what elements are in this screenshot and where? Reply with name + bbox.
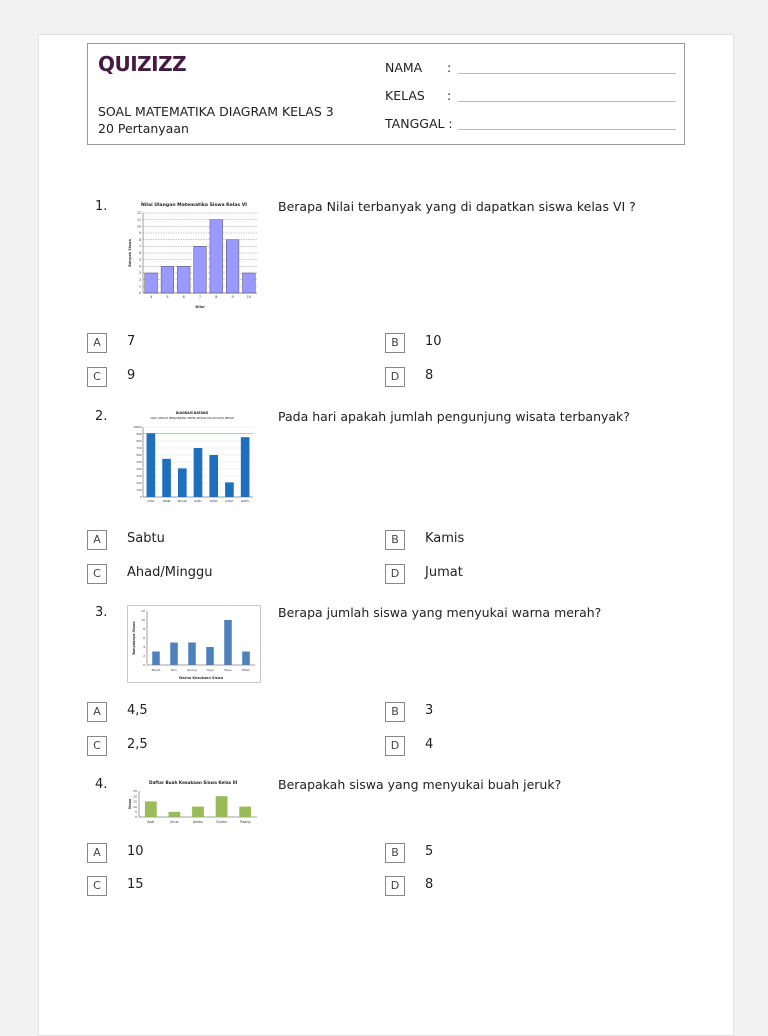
x-tick-label: 6 (182, 295, 185, 299)
y-tick-label: 600 (136, 454, 142, 457)
option-text: Jumat (425, 565, 463, 580)
y-tick-label: 400 (136, 468, 142, 471)
x-tick-label: 4 (150, 295, 153, 299)
chart-subtitle: DATA JUMLAH PENGUNJUNG OBYEK WISATA DALAM SATU PEKAN (150, 417, 234, 420)
y-tick-label: 4 (138, 264, 141, 269)
x-tick-label: 7 (198, 295, 202, 299)
option-letter: D (385, 564, 405, 584)
option-text: 2,5 (127, 737, 148, 752)
field-separator: : (447, 88, 452, 103)
question-text: Pada hari apakah jumlah pengunjung wisata terbanyak? (278, 409, 630, 424)
x-tick-label: Jeruk (170, 820, 179, 824)
y-tick-label: 0 (135, 815, 137, 820)
bar-senin (162, 459, 171, 497)
x-tick-label: Apel (147, 820, 155, 824)
option-text: 4 (425, 737, 434, 752)
bar-hijau (224, 620, 232, 665)
option-text: 4,5 (127, 703, 148, 718)
bar-jambu (192, 807, 204, 817)
y-tick-label: 200 (136, 482, 142, 485)
bar-7 (194, 246, 207, 293)
y-tick-label: 8 (138, 237, 141, 242)
y-tick-label: 5 (138, 257, 141, 262)
x-tick-label: Jambu (192, 820, 204, 824)
option-letter: D (385, 876, 405, 896)
chart-warna-kesukaan (127, 605, 261, 683)
x-tick-label: Hitam (241, 668, 251, 672)
y-tick-label: 0 (139, 496, 142, 499)
question-number: 3. (95, 605, 108, 620)
y-tick-label: 10000 (133, 426, 142, 429)
x-tick-label: Kuning (187, 668, 197, 672)
bar-ungu (206, 647, 214, 665)
option-letter: A (87, 333, 107, 353)
field-line (458, 101, 676, 102)
bar-sabtu (241, 437, 250, 497)
field-line (458, 73, 676, 74)
y-tick-label: 10 (136, 224, 141, 229)
option-text: 5 (425, 844, 434, 859)
option-text: 9 (127, 368, 136, 383)
bar-6 (177, 266, 190, 293)
bar-jeruk (169, 812, 181, 817)
y-tick-label: 11 (136, 217, 141, 222)
x-axis-label: Warna Kesukaan Siswa (178, 676, 224, 680)
field-label: TANGGAL : (385, 116, 453, 131)
bar-jumat (225, 482, 234, 497)
option-letter: A (87, 530, 107, 550)
chart-buah-kesukaan (127, 777, 261, 827)
question-text: Berapakah siswa yang menyukai buah jeruk? (278, 777, 562, 792)
x-tick-label: Hijau (224, 668, 232, 672)
bar-9 (226, 240, 239, 293)
y-tick-label: 700 (136, 447, 142, 450)
option-letter: C (87, 736, 107, 756)
y-tick-label: 12 (136, 211, 141, 216)
bar-kuning (188, 643, 196, 666)
question-number: 2. (95, 409, 108, 424)
y-tick-label: 6 (143, 636, 145, 641)
bar-pisang (239, 807, 251, 817)
y-tick-label: 8 (143, 627, 145, 632)
chart-title: Nilai Ulangan Matematika Siswa Kelas VI (140, 203, 248, 208)
field-separator: : (447, 60, 452, 75)
option-text: 3 (425, 703, 434, 718)
y-tick-label: 10 (133, 804, 137, 809)
option-text: 7 (127, 334, 136, 349)
field-line (458, 129, 676, 130)
y-tick-label: 12 (141, 609, 145, 614)
x-axis-label: Nilai (195, 305, 205, 309)
option-letter: B (385, 843, 405, 863)
y-axis-label: Banyak Siswa (128, 239, 132, 267)
question-count: 20 Pertanyaan (98, 121, 189, 136)
y-tick-label: 100 (136, 489, 142, 492)
option-letter: B (385, 702, 405, 722)
bar-4 (145, 273, 158, 293)
question-number: 1. (95, 199, 108, 214)
y-axis-label: Banyaknya Siswa (132, 621, 136, 655)
option-letter: D (385, 736, 405, 756)
field-kelas (385, 88, 451, 103)
y-tick-label: 6 (138, 251, 141, 256)
option-text: Kamis (425, 531, 465, 546)
y-tick-label: 500 (136, 461, 142, 464)
bar-hitam (242, 652, 250, 666)
option-text: 10 (127, 844, 144, 859)
chart-title: DIAGRAM BATANG (175, 411, 209, 415)
chart-title: Daftar Buah Kesukaan Siswa Kelas III (149, 780, 238, 785)
bar-biru (170, 643, 178, 666)
y-tick-label: 20 (133, 794, 137, 799)
x-tick-label: JUMAT (225, 500, 234, 503)
question-text: Berapa jumlah siswa yang menyukai warna merah? (278, 605, 602, 620)
x-tick-label: Durian (216, 820, 227, 824)
bar-merah (152, 652, 160, 666)
x-tick-label: 9 (231, 295, 234, 299)
x-tick-label: SELASA (177, 500, 188, 503)
y-tick-label: 900 (136, 433, 142, 436)
worksheet-page (38, 34, 734, 1036)
question-number: 4. (95, 777, 108, 792)
y-tick-label: 15 (133, 799, 137, 804)
bar-10 (243, 273, 256, 293)
x-tick-label: RABU (194, 500, 202, 503)
option-letter: C (87, 564, 107, 584)
bar-rabu (194, 448, 203, 497)
y-tick-label: 0 (143, 663, 145, 668)
y-tick-label: 10 (141, 618, 145, 623)
bar-durian (216, 796, 228, 817)
x-tick-label: KAMIS (209, 500, 218, 503)
worksheet-header (87, 43, 685, 145)
y-tick-label: 2 (138, 277, 141, 282)
y-tick-label: 300 (136, 475, 142, 478)
option-letter: C (87, 876, 107, 896)
x-tick-label: AHAD (147, 500, 155, 503)
field-tanggal (385, 116, 453, 131)
question-text: Berapa Nilai terbanyak yang di dapatkan siswa kelas VI ? (278, 199, 636, 214)
option-letter: A (87, 843, 107, 863)
chart-nilai-ulangan (127, 199, 261, 311)
option-text: 15 (127, 877, 144, 892)
x-tick-label: SABTU (240, 500, 250, 503)
field-label: NAMA (385, 60, 423, 75)
field-label: KELAS (385, 88, 425, 103)
option-letter: D (385, 367, 405, 387)
y-axis-label: Siswa (128, 798, 132, 810)
y-tick-label: 0 (138, 291, 141, 296)
chart-pengunjung-wisata (127, 409, 257, 507)
field-nama (385, 60, 451, 75)
y-tick-label: 4 (143, 645, 145, 650)
x-tick-label: SENIN (162, 500, 171, 503)
option-text: 8 (425, 877, 434, 892)
x-tick-label: 5 (166, 295, 169, 299)
option-letter: C (87, 367, 107, 387)
y-tick-label: 5 (135, 810, 137, 814)
bar-8 (210, 220, 223, 293)
x-tick-label: 8 (215, 295, 218, 299)
bar-selasa (178, 468, 187, 497)
y-tick-label: 1 (138, 284, 141, 289)
option-letter: A (87, 702, 107, 722)
y-tick-label: 800 (136, 440, 142, 443)
bar-ahad (147, 433, 156, 497)
x-tick-label: Ungu (206, 668, 214, 672)
bar-5 (161, 266, 174, 293)
bar-kamis (209, 455, 218, 497)
x-tick-label: 10 (246, 295, 252, 299)
x-tick-label: Biru (171, 668, 177, 672)
option-text: 8 (425, 368, 434, 383)
y-tick-label: 25 (133, 789, 137, 794)
y-tick-label: 3 (138, 271, 141, 276)
y-tick-label: 7 (138, 244, 141, 249)
quizizz-logo: QUIZIZZ (98, 52, 187, 76)
x-tick-label: Merah (151, 668, 161, 672)
x-tick-label: Pisang (239, 820, 251, 824)
option-letter: B (385, 333, 405, 353)
option-text: 10 (425, 334, 442, 349)
y-tick-label: 2 (143, 654, 145, 659)
option-text: Ahad/Minggu (127, 565, 213, 580)
bar-apel (145, 801, 157, 817)
option-letter: B (385, 530, 405, 550)
worksheet-title: SOAL MATEMATIKA DIAGRAM KELAS 3 (98, 104, 334, 119)
y-tick-label: 9 (138, 231, 141, 236)
option-text: Sabtu (127, 531, 165, 546)
